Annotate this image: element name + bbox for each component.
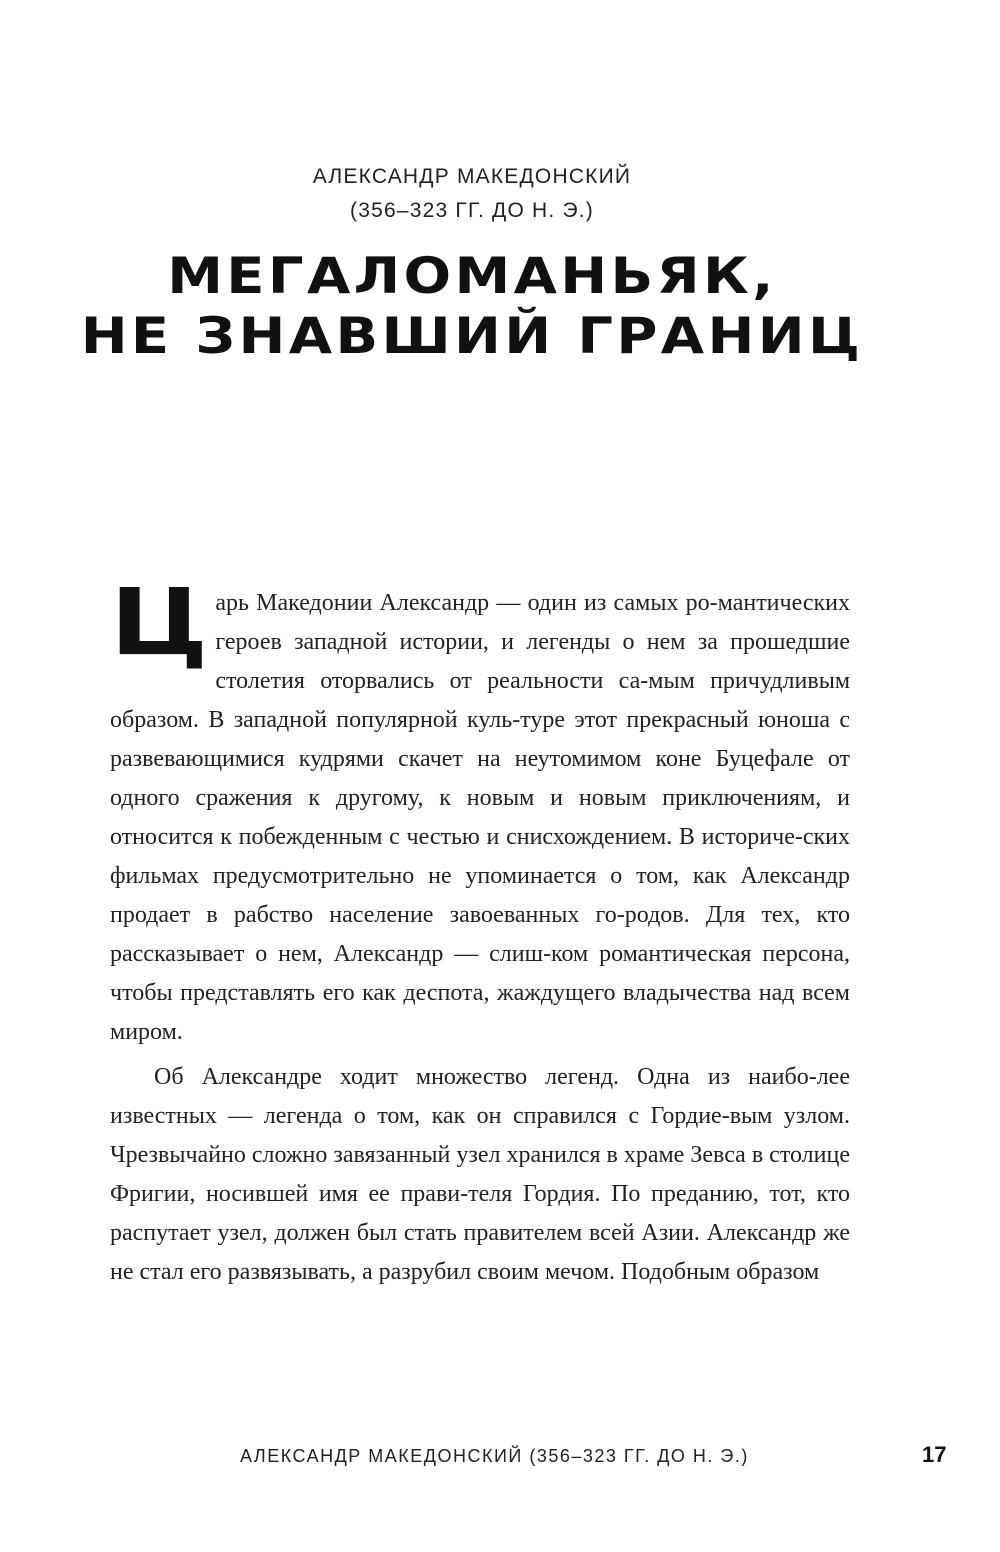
chapter-subject-dates: (356–323 ГГ. ДО Н. Э.) [350, 199, 594, 222]
body-text [110, 569, 850, 1292]
chapter-title [0, 246, 1000, 366]
drop-cap: Ц [110, 569, 209, 676]
running-head: АЛЕКСАНДР МАКЕДОНСКИЙ (356–323 ГГ. ДО Н. Э.) [240, 1446, 749, 1466]
chapter-subject-name: АЛЕКСАНДР МАКЕДОНСКИЙ [312, 165, 632, 188]
page-number: 17 [922, 1442, 947, 1467]
chapter-title-line1: МЕГАЛОМАНЬЯК, [167, 247, 777, 305]
page-footer [0, 1442, 980, 1476]
paragraph-2: Об Александре ходит множество легенд. Одна из наибо-лее известных — легенда о том, как он справился с Гордие-вым узлом. Чрезвычайно сложно завязанный узел хранился в храме Зевса в столице Фригии, носившей имя ее прави-теля Гордия. По преданию, тот, кто распутает узел, должен был стать правителем всей Азии. Александр же не стал его развязывать, а разрубил своим мечом. Подобным образом [110, 1064, 850, 1285]
paragraph-1-text: арь Македонии Александр — один из самых ро-мантических героев западной истории, и легенды о нем за прошедшие столетия оторвались от реальности са-мым причудливым образом. В западной популярной куль-туре этот прекрасный юноша с развевающимися кудрями скачет на неутомимом коне Буцефале от одного сражения к другому, к новым и новым приключениям, и относится к побежденным с честью и снисхождением. В историче-ских фильмах предусмотрительно не упоминается о том, как Александр продает в рабство население завоеванных го-родов. Для тех, кто рассказывает о нем, Александр — слиш-ком романтическая персона, чтобы представлять его как деспота, жаждущего владычества над всем миром. [110, 590, 850, 1045]
paragraph-1 [110, 569, 850, 1052]
chapter-title-line2: НЕ ЗНАВШИЙ ГРАНИЦ [80, 307, 864, 365]
chapter-header [0, 160, 944, 366]
